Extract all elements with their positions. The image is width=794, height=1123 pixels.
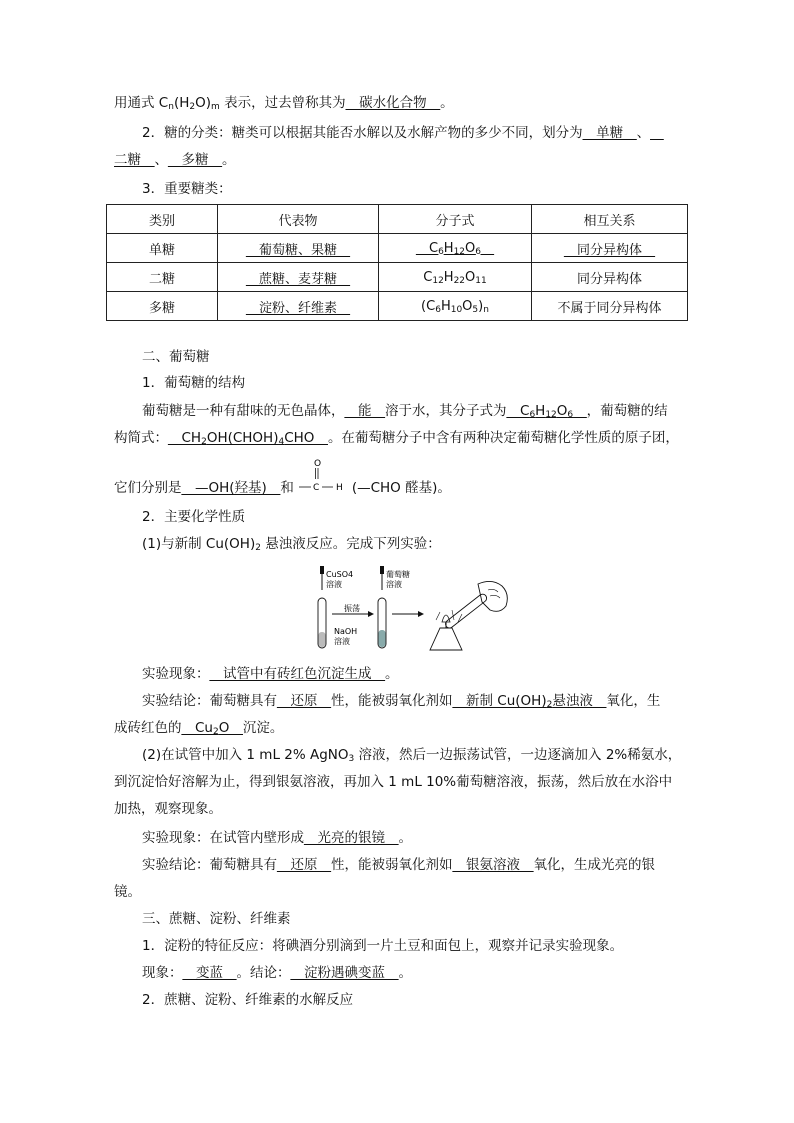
answer-blank: __试管中有砖红色沉淀生成__ (209, 666, 385, 682)
table-header: 相互关系 (532, 205, 688, 234)
subsection-title: 2．主要化学性质 (142, 509, 246, 525)
answer-blank: __银氨溶液__ (452, 857, 534, 873)
label-glucose-sol: 溶液 (386, 580, 402, 589)
table-cell-formula: $\_\_C_6H_{12}O_6\_\_$ (379, 234, 532, 263)
sugar-table (106, 204, 688, 321)
section-title: 二、葡萄糖 (142, 349, 210, 365)
table-cell: 同分异构体 (532, 263, 688, 292)
table-title: 3．重要糖类： (142, 181, 232, 197)
table-cell: 二糖 (107, 263, 218, 292)
text: 实验结论：葡萄糖具有 (142, 857, 277, 873)
answer-blank: __还原__ (277, 857, 331, 873)
answer-blank: $\_\_C_6H_{12}O_6\_\_$ (506, 403, 587, 420)
answer-blank: __碳水化合物__ (345, 95, 441, 111)
label-cuso4: CuSO4 (326, 570, 354, 579)
text: 成砖红色的 (114, 720, 182, 736)
text: 性，能被弱氧化剂如 (331, 857, 453, 873)
table-cell: __蔗糖、麦芽糖__ (218, 263, 379, 292)
label-naoh: NaOH (334, 627, 358, 636)
answer-blank: __淀粉遇碘变蓝__ (290, 965, 399, 981)
text: ，葡萄糖的结 (586, 403, 668, 419)
table-cell: 多糖 (107, 292, 218, 321)
paragraph-line (114, 429, 684, 447)
text: 实验结论：葡萄糖具有 (142, 693, 277, 709)
punct: 、 (636, 125, 651, 141)
table-cell: 单糖 (107, 234, 218, 263)
table-cell: __淀粉、纤维素__ (218, 292, 379, 321)
text: 氧化，生成光亮的银 (533, 857, 655, 873)
punct: 。 (222, 152, 236, 168)
label-cuso4-sol: 溶液 (326, 580, 342, 589)
text: 沉淀。 (242, 720, 284, 736)
text: 构简式： (114, 430, 168, 446)
answer-blank: __新制 $Cu(OH)_2$悬浊液__ (452, 693, 607, 710)
table-row (107, 234, 688, 263)
text: 实验现象：在试管内壁形成 (142, 830, 304, 846)
paragraph-line (114, 479, 684, 497)
text: 实验现象： (142, 666, 210, 682)
sub-n: n (168, 102, 174, 112)
punct: 。 (398, 965, 412, 981)
conclusion-line (142, 856, 712, 874)
text: 氧化，生 (606, 693, 661, 709)
paragraph-line: 1．淀粉的特征反应：将碘酒分别滴到一片土豆和面包上，观察并记录实验现象。 (142, 938, 624, 954)
answer-blank: __—OH(羟基)__ (181, 480, 281, 496)
experiment-line: (2)在试管中加入 1 mL 2% AgNO$_3$ 溶液，然后一边振荡试管，一边逐滴加入 2%稀氨水， (142, 747, 682, 764)
table-header: 类别 (107, 205, 218, 234)
table-cell-formula: $C_{12}H_{22}O_{11}$ (379, 263, 532, 292)
punct: 。 (398, 830, 412, 846)
subsection-title: 1．葡萄糖的结构 (142, 375, 246, 391)
sub-m: m (211, 102, 220, 112)
intro-text-pre: 用通式 C (114, 95, 169, 111)
answer-blank: __光亮的银镜__ (304, 830, 399, 846)
table-cell: 不属于同分异构体 (532, 292, 688, 321)
classification-text: 2．糖的分类：糖类可以根据其能否水解以及水解产物的多少不同，划分为 (142, 125, 583, 141)
label-shake: 振荡 (344, 604, 360, 613)
label-glucose: 葡萄糖 (386, 570, 410, 579)
conclusion-line (142, 692, 712, 710)
text: 。在葡萄糖分子中含有两种决定葡萄糖化学性质的原子团， (327, 430, 679, 446)
table-cell-formula: $(C_6H_{10}O_5)_n$ (379, 292, 532, 321)
table-header-row (107, 205, 688, 234)
answer-blank: __ (650, 125, 664, 141)
text: 溶于水，其分子式为 (385, 403, 507, 419)
answer-blank: __能__ (344, 403, 385, 419)
observation-line (142, 964, 712, 982)
punct: 、 (154, 152, 168, 168)
sub-2: 2 (189, 102, 196, 112)
ald-h: H (336, 483, 343, 493)
conclusion-line-2: 镜。 (114, 884, 141, 900)
intro-mid: (H (173, 95, 190, 111)
text: (—CHO 醛基)。 (351, 480, 451, 496)
answer-blank: __还原__ (277, 693, 331, 709)
text: 和 (280, 480, 294, 496)
text: 现象： (142, 965, 183, 981)
subsection-title: 2．蔗糖、淀粉、纤维素的水解反应 (142, 992, 354, 1008)
text: 葡萄糖是一种有甜味的无色晶体， (142, 403, 345, 419)
table-header: 代表物 (218, 205, 379, 234)
classification-line (142, 124, 712, 142)
section-title: 三、蔗糖、淀粉、纤维素 (142, 911, 291, 927)
punct: 。 (440, 95, 454, 111)
answer-blank: __单糖__ (582, 125, 637, 141)
table-header: 分子式 (379, 205, 532, 234)
classification-line-2 (114, 151, 684, 169)
experiment-diagram-icon (302, 564, 514, 654)
punct: 。 (385, 666, 399, 682)
table-cell: __葡萄糖、果糖__ (218, 234, 379, 263)
label-naoh-sol: 溶液 (334, 637, 350, 646)
observation-line (142, 829, 712, 847)
experiment-line: (1)与新制 $Cu(OH)_2$ 悬浊液反应。完成下列实验： (142, 536, 441, 553)
table-row (107, 292, 688, 321)
ald-o: O (314, 459, 322, 469)
text: 性，能被弱氧化剂如 (331, 693, 453, 709)
answer-blank: __变蓝__ (182, 965, 237, 981)
answer-blank: 二糖__ (114, 152, 155, 168)
answer-blank: __多糖__ (168, 152, 222, 168)
observation-line (142, 665, 712, 683)
conclusion-line-2 (114, 719, 684, 737)
intro-post: 表示，过去曾称其为 (219, 95, 346, 111)
ald-c: C (313, 483, 320, 493)
experiment-line: 到沉淀恰好溶解为止，得到银氨溶液，再加入 1 mL 10%葡萄糖溶液，振荡，然后放在水浴中 (114, 774, 673, 790)
answer-blank: $\_\_CH_2OH(CHOH)_4CHO\_\_$ (168, 430, 328, 447)
text: 。结论： (236, 965, 291, 981)
experiment-line: 加热，观察现象。 (114, 801, 222, 817)
paragraph-line (142, 402, 712, 420)
table-row (107, 263, 688, 292)
intro-mid2: O) (195, 95, 211, 111)
answer-blank: $\_\_Cu_2O\_\_$ (181, 720, 243, 737)
table-cell: __同分异构体__ (532, 234, 688, 263)
text: 它们分别是 (114, 480, 182, 496)
intro-line (114, 94, 684, 112)
